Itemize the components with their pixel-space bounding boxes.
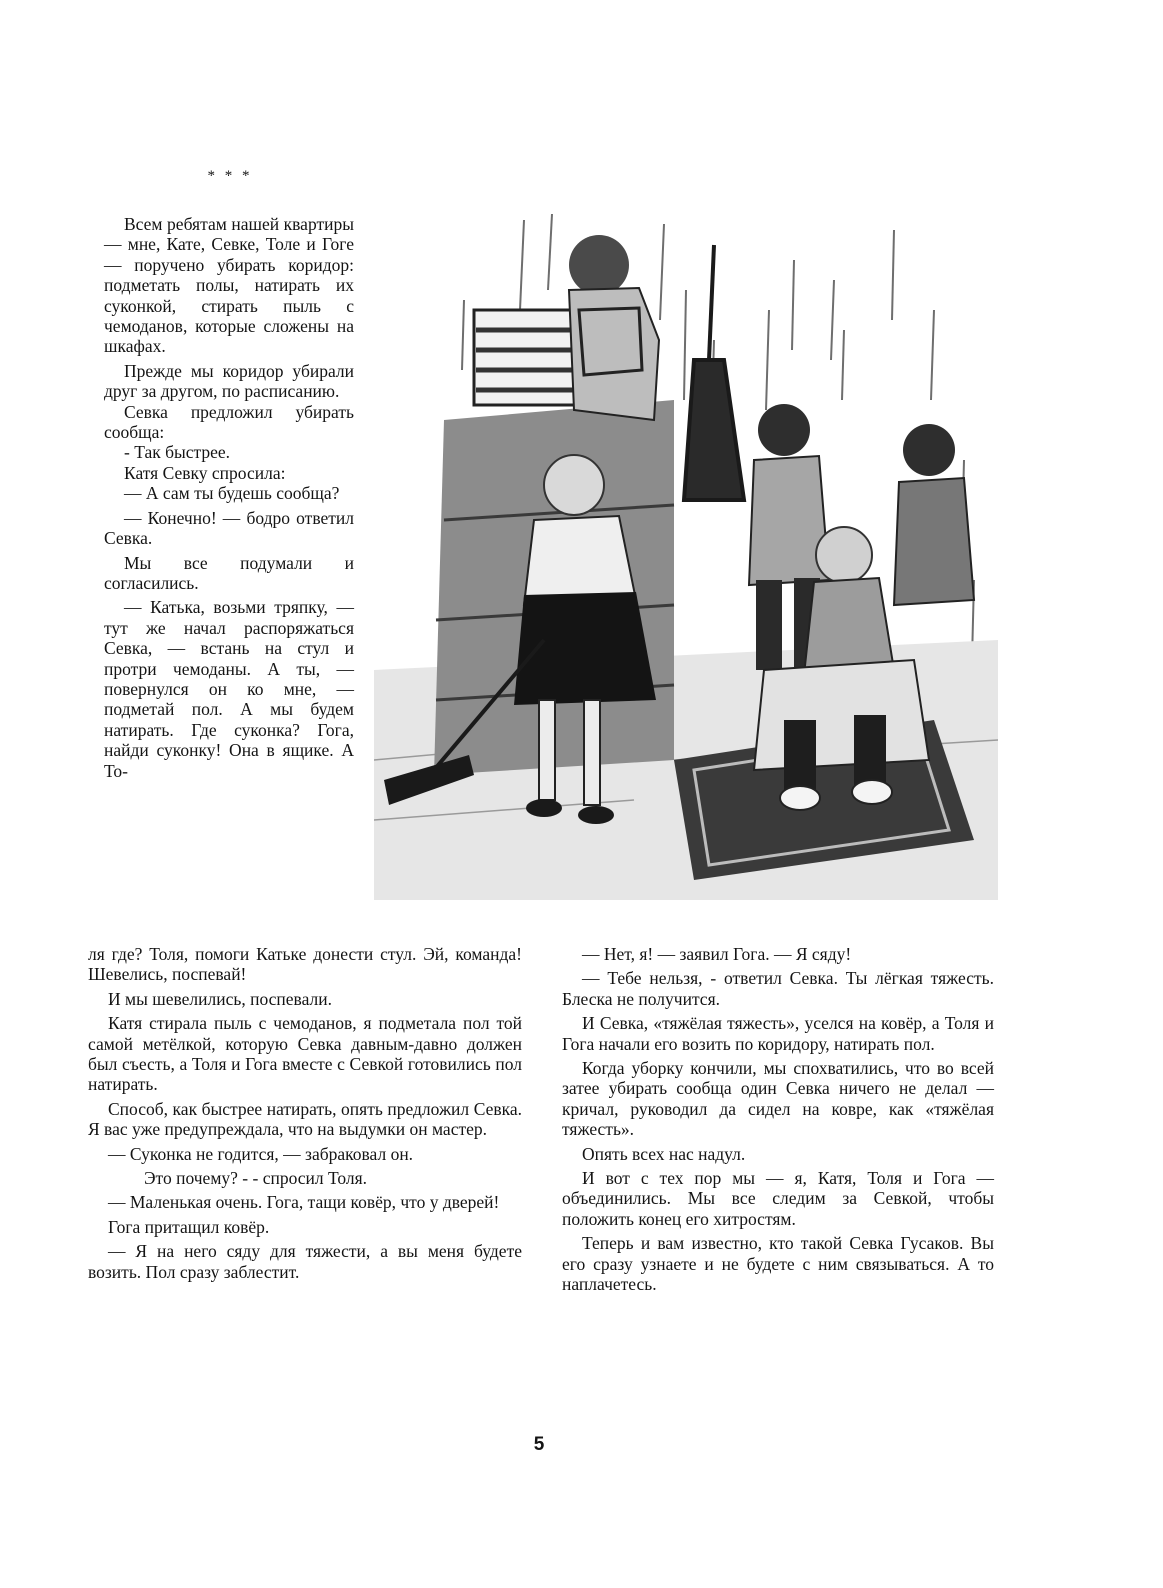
paragraph: И мы шевелились, поспевали. <box>108 988 332 1009</box>
page-number: 5 <box>533 1434 545 1455</box>
column-right <box>562 944 994 1299</box>
paragraph: Мы все подумали и согласились. <box>104 552 354 593</box>
paragraph: Теперь и вам известно, кто такой Севка Гусаков. Вы его сразу узнаете и не будете с ним связываться. А то наплачетесь. <box>562 1233 994 1295</box>
paragraph: — Маленькая очень. Гога, тащи ковёр, что у дверей! <box>108 1192 500 1213</box>
boy-standing-right <box>894 424 974 605</box>
column-left-bottom <box>88 944 522 1286</box>
paragraph: - Так быстрее. <box>124 442 231 463</box>
paragraph: Это почему? - - спросил Толя. <box>144 1168 368 1189</box>
girl-on-top <box>569 235 659 420</box>
paragraph: — Катька, возьми тряпку, — тут же начал распоряжаться Севка, — встань на стул и протри чемоданы. А ты, — повернулся он ко мне, — подметай пол. А мы будем натирать. Где суконка? Гога, найди суконку! Она в ящике. А То- <box>104 597 354 781</box>
paragraph: — Суконка не годится, — забраковал он. <box>108 1143 414 1164</box>
illustration-children-cleaning <box>374 200 998 900</box>
paragraph: — Конечно! — бодро ответил Севка. <box>104 507 354 549</box>
paragraph: Всем ребятам нашей квартиры — мне, Кате, Севке, Толе и Гоге — поручено убирать коридор: подметать полы, натирать их суконкой, стирать пыль с чемоданов, которые сложены на шкафах. <box>104 214 354 357</box>
paragraph: ля где? Толя, помоги Катьке донести стул. Эй, команда! Шевелись, поспевай! <box>88 944 522 985</box>
paragraph: — Тебе нельзя, - ответил Севка. Ты лёгкая тяжесть. Блеска не получится. <box>562 968 994 1009</box>
paragraph: — Нет, я! — заявил Гога. — Я сяду! <box>582 944 852 964</box>
paragraph: — Я на него сяду для тяжести, а вы меня будете возить. Пол сразу заблестит. <box>88 1241 522 1282</box>
paragraph: Катя стирала пыль с чемоданов, я подметала пол той самой метёлкой, которую Севка давным-давно должен был съесть, а Толя и Гога вместе с Севкой готовились пол натирать. <box>88 1013 522 1095</box>
paragraph: И Севка, «тяжёлая тяжесть», уселся на ковёр, а Толя и Гога начали его возить по коридору, натирать пол. <box>562 1013 994 1054</box>
paragraph: Когда уборку кончили, мы спохватились, что во всей затее убирать сообща один Севка ничего не делал — кричал, руководил да сидел на ковре, как «тяжёлая тяжесть». <box>562 1058 994 1140</box>
paragraph: Опять всех нас надул. <box>582 1143 746 1164</box>
section-asterism: * * * <box>207 168 253 184</box>
paragraph: Способ, как быстрее натирать, опять предложил Севка. Я вас уже предупреждала, что на выдумки он мастер. <box>88 1098 522 1140</box>
paragraph: Севка предложил убирать сообща: <box>104 401 354 443</box>
paragraph: Прежде мы коридор убирали друг за другом, по расписанию. <box>104 360 354 402</box>
paragraph: Гога притащил ковёр. <box>108 1216 270 1237</box>
paragraph: — А сам ты будешь сообща? <box>124 483 340 504</box>
hanging-broom <box>684 245 744 500</box>
paragraph: И вот с тех пор мы — я, Катя, Толя и Гога — объединились. Мы все следим за Севкой, чтобы положить конец его хитростям. <box>562 1168 994 1229</box>
paragraph: Катя Севку спросила: <box>124 462 286 483</box>
column-left-top <box>104 214 354 785</box>
